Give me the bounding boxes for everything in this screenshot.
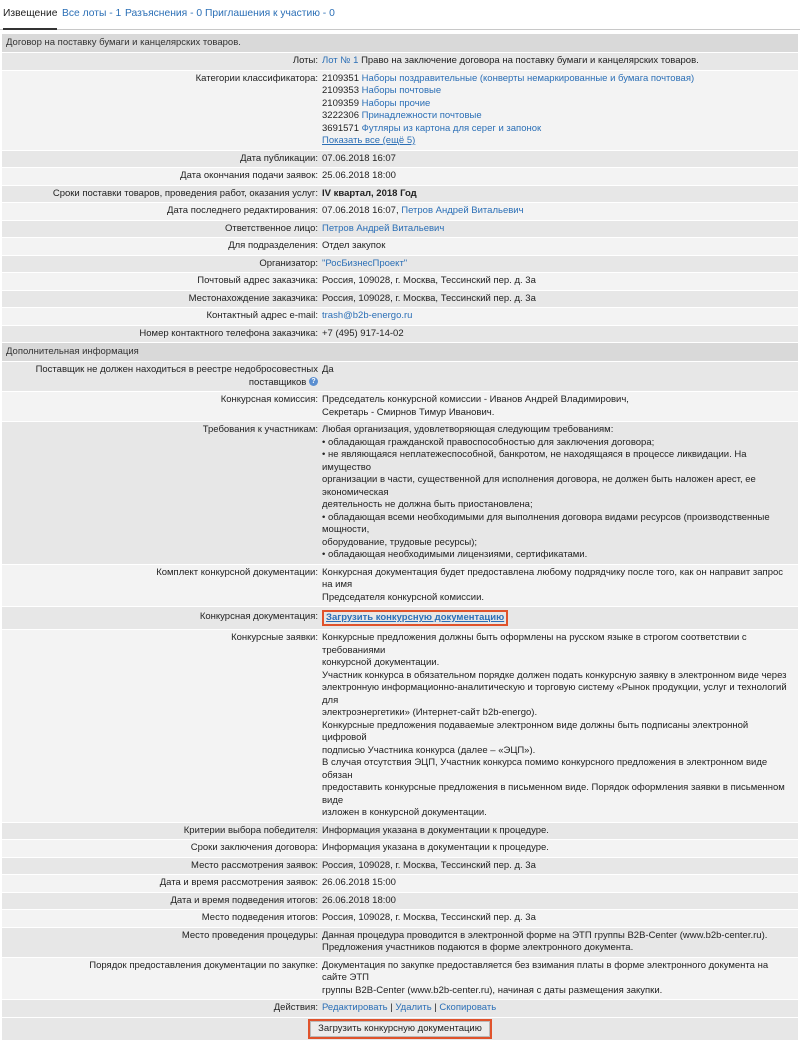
row-responsible (2, 221, 798, 239)
row-review-place (2, 858, 798, 876)
row-value-line: организации в части, существенной для исполнения договора, не должен быть наложен арест, ее экономическая (322, 474, 756, 498)
row-results-place (2, 910, 798, 928)
organizer-link[interactable]: "РосБизнесПроект" (322, 257, 408, 269)
show-all-link[interactable]: Показать все (ещё 5) (322, 135, 416, 146)
tab-bar (0, 0, 800, 30)
row-label: Дата окончания подачи заявок: (180, 170, 318, 181)
row-label: Место подведения итогов: (201, 912, 318, 923)
row-value: +7 (495) 917-14-02 (322, 327, 404, 339)
row-commission (2, 392, 798, 422)
row-value: IV квартал, 2018 Год (322, 187, 417, 199)
email-link[interactable]: trash@b2b-energo.ru (322, 310, 413, 321)
row-label: Конкурсные заявки: (231, 632, 318, 643)
category-code: 3691571 (322, 122, 359, 134)
row-value-line: • не являющаяся неплатежеспособной, банкротом, не находящаяся в процессе ликвидации. На имущество (322, 449, 747, 473)
section-header-extra: Дополнительная информация (2, 343, 798, 362)
row-location (2, 291, 798, 309)
row-value-line: • обладающая необходимыми лицензиями, сертификатами. (322, 549, 588, 560)
row-value: Отдел закупок (322, 240, 386, 251)
row-criteria (2, 823, 798, 841)
category-code: 2109359 (322, 97, 359, 109)
row-value-line: электронную информационно-аналитическую и торговую систему «Рынок продукции, услуг и технологий для (322, 682, 787, 706)
row-lots (2, 53, 798, 71)
row-label: Для подразделения: (228, 240, 318, 251)
row-label: Комплект конкурсной документации: (156, 566, 318, 578)
row-value: 07.06.2018 16:07, (322, 205, 399, 216)
row-contract-terms (2, 840, 798, 858)
row-value: Россия, 109028, г. Москва, Тессинский пер. д. 3а (322, 859, 536, 871)
row-value: 26.06.2018 18:00 (322, 894, 396, 906)
row-value-line: оборудование, трудовые ресурсы); (322, 536, 477, 548)
category-link[interactable]: Наборы поздравительные (конверты немаркированные и бумага почтовая) (361, 72, 695, 84)
row-actions (2, 1000, 798, 1018)
row-value: Да (322, 364, 334, 375)
edit-link[interactable]: Редактировать (322, 1002, 388, 1013)
category-link[interactable]: Принадлежности почтовые (361, 110, 482, 121)
row-value-line: Данная процедура проводится в электронной форме на ЭТП группы B2B-Center (www.b2b-center.ru). (322, 929, 768, 941)
row-requirements (2, 422, 798, 565)
row-value: Россия, 109028, г. Москва, Тессинский пер. д. 3а (322, 912, 536, 923)
row-label-line: поставщиков (248, 376, 307, 388)
row-value-line: Документация по закупке предоставляется без взимания платы в форме электронного документа на сайте ЭТП (322, 959, 769, 983)
row-label: Организатор: (259, 257, 318, 269)
row-value: Информация указана в документации к процедуре. (322, 824, 549, 836)
row-label: Сроки поставки товаров, проведения работ, оказания услуг: (52, 187, 318, 199)
row-value-line: Конкурсные предложения подаваемые электронном виде должны быть подписаны электронной цифровой (322, 719, 749, 743)
row-value-line: конкурсной документации. (322, 657, 440, 668)
row-value-line: Председатель конкурсной комиссии - Иванов Андрей Владимирович, (322, 394, 629, 405)
row-value-line: Конкурсная документация будет предоставлена любому подрядчику после того, как он направит запрос на имя (322, 566, 784, 590)
row-value: Информация указана в документации к процедуре. (322, 842, 549, 853)
row-label: Конкурсная комиссия: (220, 394, 318, 405)
row-value-line: предоставить конкурсные предложения в письменном виде. Порядок оформления заявки в письменном виде (322, 782, 785, 806)
row-label: Место рассмотрения заявок: (191, 859, 318, 871)
row-value: Россия, 109028, г. Москва, Тессинский пер. д. 3а (322, 275, 536, 286)
editor-link[interactable]: Петров Андрей Витальевич (401, 205, 524, 216)
download-docs-button[interactable]: Загрузить конкурсную документацию (308, 1019, 492, 1039)
row-label: Дата публикации: (240, 152, 318, 164)
footer-bar (2, 1018, 798, 1040)
row-label-line: Поставщик не должен находиться в реестре недобросовестных (35, 364, 318, 375)
row-email (2, 308, 798, 326)
section-header-main: Договор на поставку бумаги и канцелярских товаров. (2, 34, 798, 53)
row-doc-set (2, 565, 798, 608)
category-link[interactable]: Наборы почтовые (361, 85, 442, 96)
category-code: 2109351 (322, 72, 359, 84)
row-registry (2, 362, 798, 392)
row-value: 26.06.2018 15:00 (322, 877, 396, 888)
row-label: Контактный адрес e-mail: (206, 310, 318, 321)
row-pub-date (2, 151, 798, 169)
row-label: Почтовый адрес заказчика: (197, 275, 318, 286)
row-label: Порядок предоставления документации по закупке: (89, 959, 318, 971)
row-value-line: деятельность не должна быть приостановлена; (322, 499, 533, 510)
row-label: Требования к участникам: (202, 424, 318, 435)
row-label: Дата последнего редактирования: (167, 205, 318, 216)
category-code: 3222306 (322, 110, 359, 121)
category-code: 2109353 (322, 85, 359, 96)
row-doc-order (2, 958, 798, 1001)
row-value-line: Председателя конкурсной комиссии. (322, 591, 485, 603)
row-label: Местонахождение заказчика: (188, 292, 318, 304)
row-value-line: • обладающая всеми необходимыми для выполнения договора видами ресурсов (производственные мощности, (322, 511, 770, 535)
row-procedure-place (2, 928, 798, 958)
row-value-line: подписью Участника конкурса (далее – «ЭЦП»). (322, 744, 536, 756)
row-results-date (2, 893, 798, 911)
row-value-line: электроэнергетики» (Интернет-сайт b2b-energo). (322, 707, 538, 718)
responsible-link[interactable]: Петров Андрей Витальевич (322, 222, 445, 234)
row-division (2, 238, 798, 256)
row-label: Лоты: (292, 55, 318, 66)
row-review-date (2, 875, 798, 893)
row-categories (2, 71, 798, 151)
row-label: Номер контактного телефона заказчика: (139, 327, 318, 339)
row-last-edit (2, 203, 798, 221)
row-label: Категории классификатора: (195, 72, 318, 84)
delete-link[interactable]: Удалить (395, 1002, 432, 1013)
lot-link[interactable]: Лот № 1 (322, 55, 359, 66)
tab-all-lots[interactable]: Все лоты - 1 (62, 8, 122, 19)
row-organizer (2, 256, 798, 274)
row-label: Место проведения процедуры: (181, 929, 318, 941)
row-phone (2, 326, 798, 344)
row-value-line: Предложения участников подаются в форме электронного документа. (322, 942, 634, 953)
tab-notice[interactable]: Извещение (3, 8, 58, 19)
row-value-line: группы B2B-Center (www.b2b-center.ru), начиная с даты размещения закупки. (322, 984, 663, 996)
row-value-line: Конкурсные предложения должны быть оформлены на русском языке в строгом соответствии с требованиями (322, 632, 747, 656)
tab-invitations[interactable]: Приглашения к участию - 0 (205, 8, 335, 19)
row-label: Конкурсная документация: (199, 611, 318, 622)
row-label: Действия: (273, 1002, 318, 1013)
row-label: Критерии выбора победителя: (183, 824, 318, 836)
row-label: Дата и время подведения итогов: (170, 894, 318, 906)
copy-link[interactable]: Скопировать (439, 1002, 497, 1013)
row-doc (2, 607, 798, 630)
category-link[interactable]: Наборы прочие (361, 97, 431, 109)
separator: | (390, 1002, 393, 1013)
row-bids (2, 630, 798, 823)
row-label: Дата и время рассмотрения заявок: (159, 877, 318, 888)
category-link[interactable]: Футляры из картона для серег и запонок (361, 122, 542, 134)
row-value: 07.06.2018 16:07 (322, 152, 396, 164)
row-label (2, 362, 321, 391)
notice-table (2, 34, 798, 1040)
row-value-line: изложен в конкурсной документации. (322, 807, 487, 818)
row-value: 25.06.2018 18:00 (322, 170, 396, 181)
row-postal (2, 273, 798, 291)
separator: | (434, 1002, 437, 1013)
download-docs-link[interactable]: Загрузить конкурсную документацию (322, 610, 508, 626)
row-value-line: В случая отсутствия ЭЦП, Участник конкурса помимо конкурсного предложения в электронном виде обязан (322, 757, 768, 781)
lot-text: Право на заключение договора на поставку бумаги и канцелярских товаров. (361, 55, 699, 66)
row-label: Ответственное лицо: (224, 222, 318, 234)
row-value: Россия, 109028, г. Москва, Тессинский пер. д. 3а (322, 292, 536, 304)
row-value-line: Участник конкурса в обязательном порядке должен подать конкурсную заявку в электронном виде через (322, 669, 787, 681)
help-icon[interactable]: ? (309, 377, 318, 386)
tab-clarifications[interactable]: Разъяснения - 0 (125, 8, 203, 19)
row-value-line: Секретарь - Смирнов Тимур Иванович. (322, 406, 495, 418)
row-value-line: • обладающая гражданской правоспособностью для заключения договора; (322, 436, 655, 448)
row-end-date (2, 168, 798, 186)
row-delivery (2, 186, 798, 204)
row-value-line: Любая организация, удовлетворяющая следующим требованиям: (322, 424, 614, 435)
row-label: Сроки заключения договора: (190, 842, 318, 853)
